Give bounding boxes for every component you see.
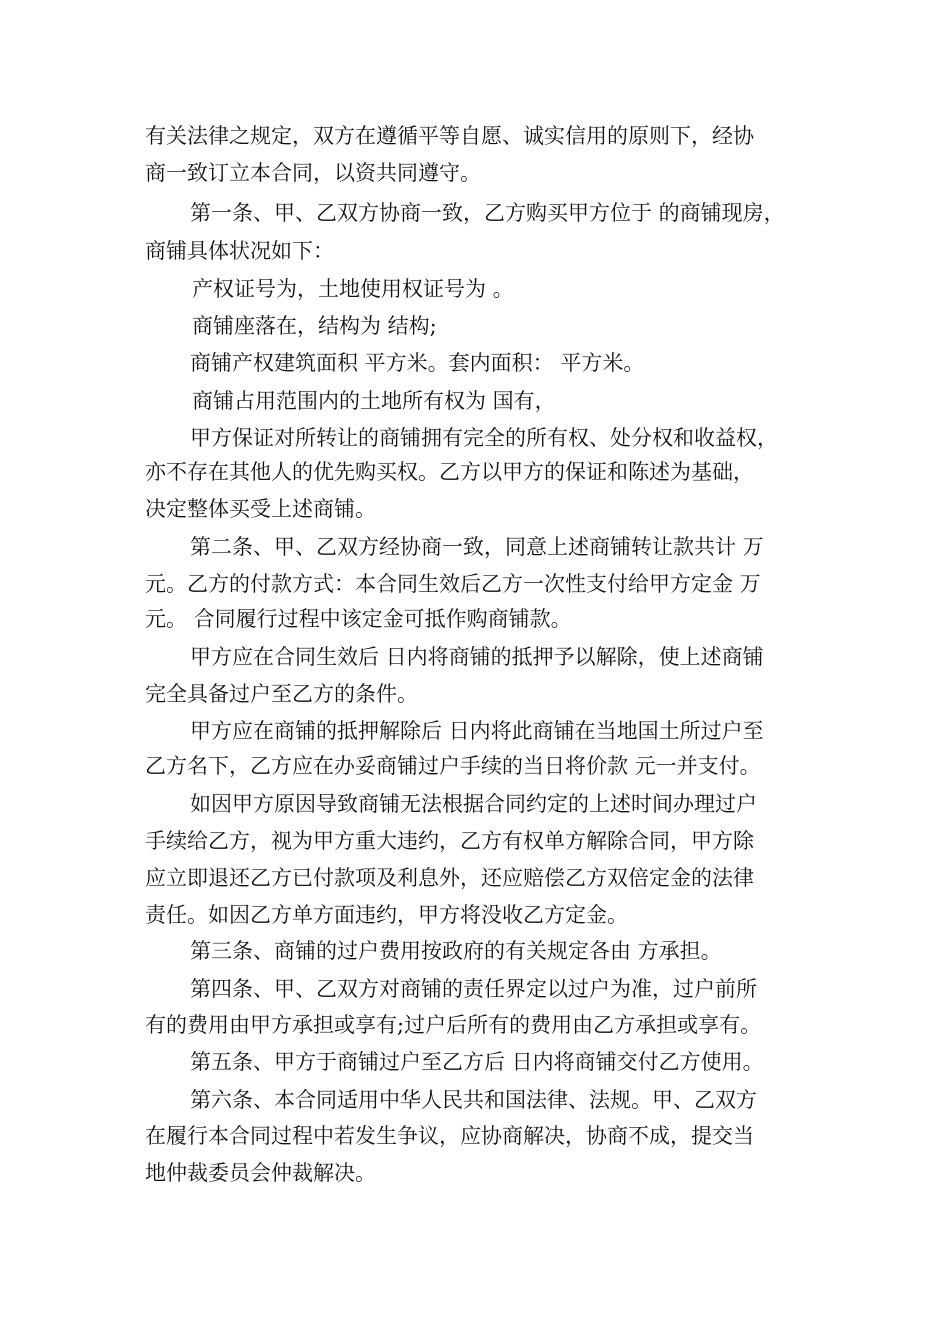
text-line: 完全具备过户至乙方的条件。: [145, 682, 418, 706]
text-line: 第一条、甲、乙双方协商一致，乙方购买甲方位于 的商铺现房，: [190, 201, 785, 225]
text-line: 商铺具体状况如下：: [145, 239, 334, 263]
text-line: 商一致订立本合同，以资共同遵守。: [145, 161, 481, 185]
text-line: 手续给乙方，视为甲方重大违约，乙方有权单方解除合同，甲方除: [145, 829, 754, 853]
text-line: 商铺产权建筑面积 平方米。套内面积： 平方米。: [190, 351, 645, 375]
text-line: 元。 合同履行过程中该定金可抵作购商铺款。: [145, 607, 572, 631]
text-line: 亦不存在其他人的优先购买权。乙方以甲方的保证和陈述为基础，: [145, 460, 754, 484]
text-line: 商铺占用范围内的土地所有权为 国有，: [192, 389, 556, 413]
text-line: 甲方应在合同生效后 日内将商铺的抵押予以解除，使上述商铺: [190, 645, 764, 669]
text-line: 如因甲方原因导致商铺无法根据合同约定的上述时间办理过户: [190, 792, 757, 816]
text-line: 甲方应在商铺的抵押解除后 日内将此商铺在当地国土所过户至: [190, 719, 764, 743]
text-line: 地仲裁委员会仲裁解决。: [145, 1161, 376, 1185]
text-line: 应立即退还乙方已付款项及利息外，还应赔偿乙方双倍定金的法律: [145, 866, 754, 890]
text-line: 第六条、本合同适用中华人民共和国法律、法规。甲、乙双方: [190, 1088, 757, 1112]
text-line: 甲方保证对所转让的商铺拥有完全的所有权、处分权和收益权，: [190, 426, 778, 450]
text-line: 第四条、甲、乙双方对商铺的责任界定以过户为准，过户前所: [190, 977, 757, 1001]
text-line: 第二条、甲、乙双方经协商一致，同意上述商铺转让款共计 万: [190, 535, 764, 559]
text-line: 责任。如因乙方单方面违约，甲方将没收乙方定金。: [145, 903, 628, 927]
text-line: 商铺座落在，结构为 结构;: [192, 314, 437, 338]
text-line: 乙方名下，乙方应在办妥商铺过户手续的当日将价款 元一并支付。: [145, 754, 761, 778]
text-line: 有关法律之规定，双方在遵循平等自愿、诚实信用的原则下，经协: [145, 124, 754, 148]
text-line: 元。乙方的付款方式：本合同生效后乙方一次性支付给甲方定金 万: [145, 572, 761, 596]
text-line: 有的费用由甲方承担或享有;过户后所有的费用由乙方承担或享有。: [145, 1013, 762, 1037]
text-line: 第三条、商铺的过户费用按政府的有关规定各由 方承担。: [190, 939, 722, 963]
text-line: 决定整体买受上述商铺。: [145, 497, 376, 521]
text-line: 在履行本合同过程中若发生争议，应协商解决，协商不成，提交当: [145, 1124, 754, 1148]
text-line: 产权证号为，土地使用权证号为 。: [192, 277, 514, 301]
text-line: 第五条、甲方于商铺过户至乙方后 日内将商铺交付乙方使用。: [190, 1050, 764, 1074]
